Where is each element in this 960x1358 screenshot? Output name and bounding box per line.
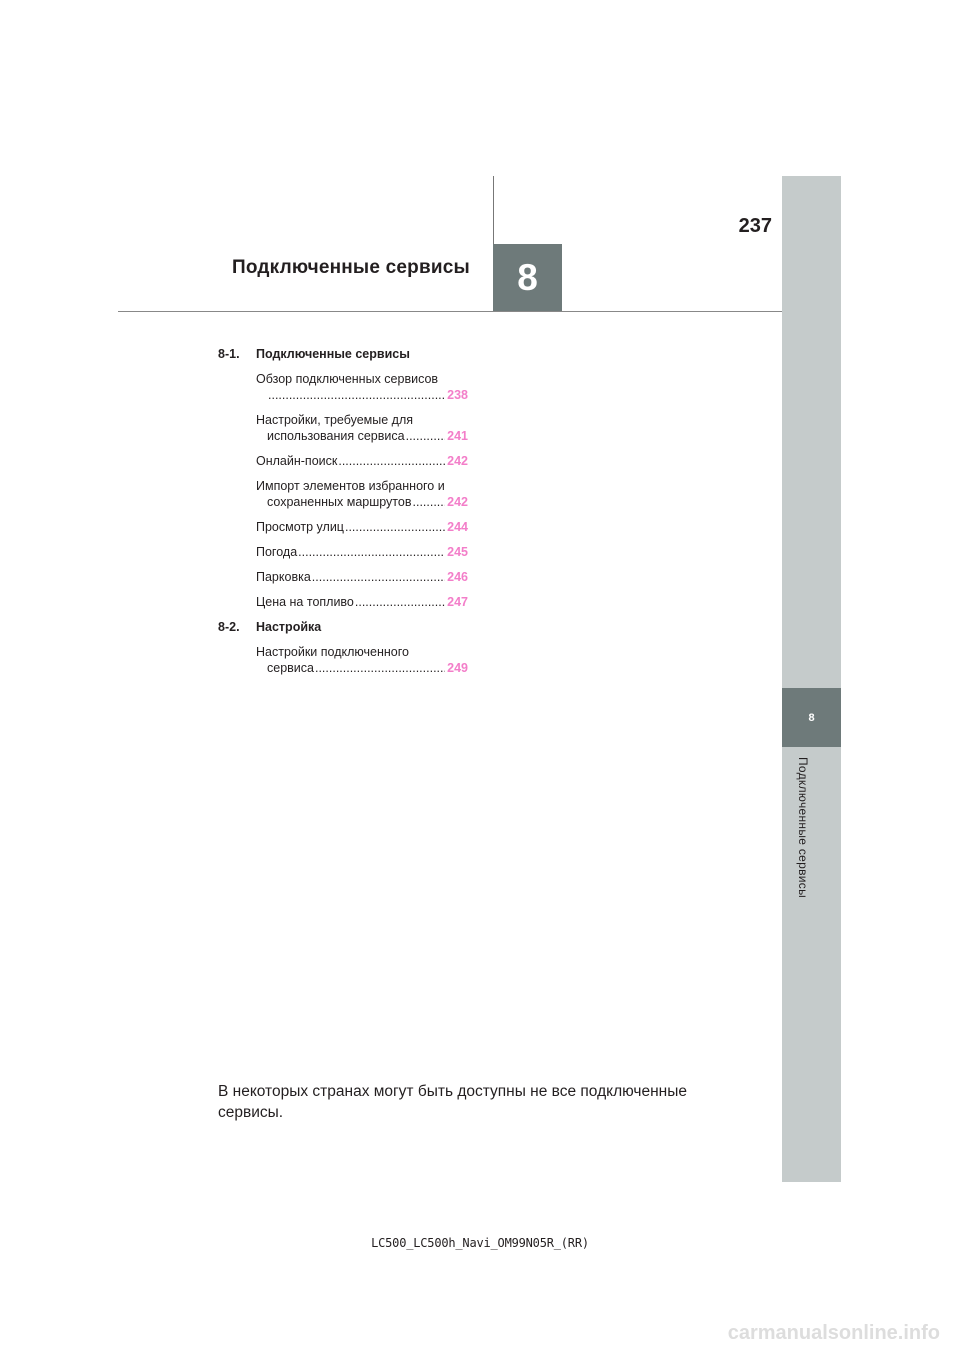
toc-section-heading <box>218 619 468 635</box>
side-chapter-tab[interactable]: 8 <box>782 688 841 747</box>
toc-page-link[interactable]: 246 <box>447 570 468 584</box>
toc-section-title: Настройка <box>256 620 322 634</box>
toc-entry[interactable] <box>256 569 468 585</box>
toc-entry-title: использования сервиса <box>267 429 405 443</box>
toc-page-link[interactable]: 242 <box>447 454 468 468</box>
side-chapter-label: Подключенные сервисы <box>796 757 810 899</box>
toc-entry-title-line: Обзор подключенных сервисов <box>256 372 439 386</box>
toc-entry-leader-line <box>256 660 468 676</box>
side-thumb-strip <box>782 176 841 1182</box>
toc-dot-leader <box>345 519 445 535</box>
toc-dot-leader <box>268 387 445 403</box>
header-divider-horizontal <box>118 311 782 312</box>
toc-section-heading <box>218 346 468 362</box>
toc-entry-title: Онлайн-поиск <box>256 454 338 468</box>
toc-section-number: 8-1. <box>218 347 240 361</box>
toc-entry[interactable] <box>256 371 468 403</box>
toc-page-link[interactable]: 247 <box>447 595 468 609</box>
toc-entry-leader-line <box>256 428 468 444</box>
toc-dot-leader <box>312 569 445 585</box>
toc-entry-title: Цена на топливо <box>256 595 354 609</box>
toc-entry-leader-line <box>256 453 468 469</box>
toc-entry-leader-line <box>256 494 468 510</box>
header-divider-vertical <box>493 176 494 246</box>
toc-entry-title-line: Импорт элементов избранного и <box>256 479 445 493</box>
toc-entry-title: сохраненных маршрутов <box>267 495 412 509</box>
toc-entry[interactable] <box>256 478 468 510</box>
toc-dot-leader <box>298 544 445 560</box>
toc-entry-leader-line <box>256 519 468 535</box>
toc-dot-leader <box>406 428 446 444</box>
toc-entry[interactable] <box>256 453 468 469</box>
toc-entry-title: Парковка <box>256 570 311 584</box>
toc-page-link[interactable]: 245 <box>447 545 468 559</box>
toc-page-link[interactable]: 238 <box>447 388 468 402</box>
chapter-title: Подключенные сервисы <box>232 257 470 278</box>
toc-entry-leader-line <box>256 569 468 585</box>
footnote-text: В некоторых странах могут быть доступны не все подключенные сервисы. <box>218 1083 687 1121</box>
page-number: 237 <box>738 215 772 237</box>
toc-dot-leader <box>355 594 445 610</box>
toc-entry[interactable] <box>256 544 468 560</box>
toc-page-link[interactable]: 244 <box>447 520 468 534</box>
toc-entry[interactable] <box>256 412 468 444</box>
toc-dot-leader <box>315 660 445 676</box>
toc-entry-title: Погода <box>256 545 298 559</box>
toc-entry[interactable] <box>256 644 468 676</box>
toc-entry[interactable] <box>256 594 468 610</box>
toc-page-link[interactable]: 241 <box>447 429 468 443</box>
toc-entry-leader-line <box>256 594 468 610</box>
table-of-contents <box>218 346 468 685</box>
chapter-number-box: 8 <box>493 244 562 312</box>
toc-entry[interactable] <box>256 519 468 535</box>
toc-entry-leader-line <box>256 387 468 403</box>
toc-entry-title-line: Настройки, требуемые для <box>256 413 414 427</box>
toc-dot-leader <box>338 453 445 469</box>
toc-section-title: Подключенные сервисы <box>256 347 410 361</box>
toc-section-number: 8-2. <box>218 620 240 634</box>
toc-entry-title: сервиса <box>267 661 314 675</box>
toc-entry-title-line: Настройки подключенного <box>256 645 409 659</box>
toc-entry-title: Просмотр улиц <box>256 520 344 534</box>
toc-entry-leader-line <box>256 544 468 560</box>
document-code: LC500_LC500h_Navi_OM99N05R_(RR) <box>371 1236 589 1250</box>
toc-page-link[interactable]: 249 <box>447 661 468 675</box>
toc-page-link[interactable]: 242 <box>447 495 468 509</box>
site-watermark: carmanualsonline.info <box>727 1322 940 1344</box>
toc-dot-leader <box>413 494 446 510</box>
